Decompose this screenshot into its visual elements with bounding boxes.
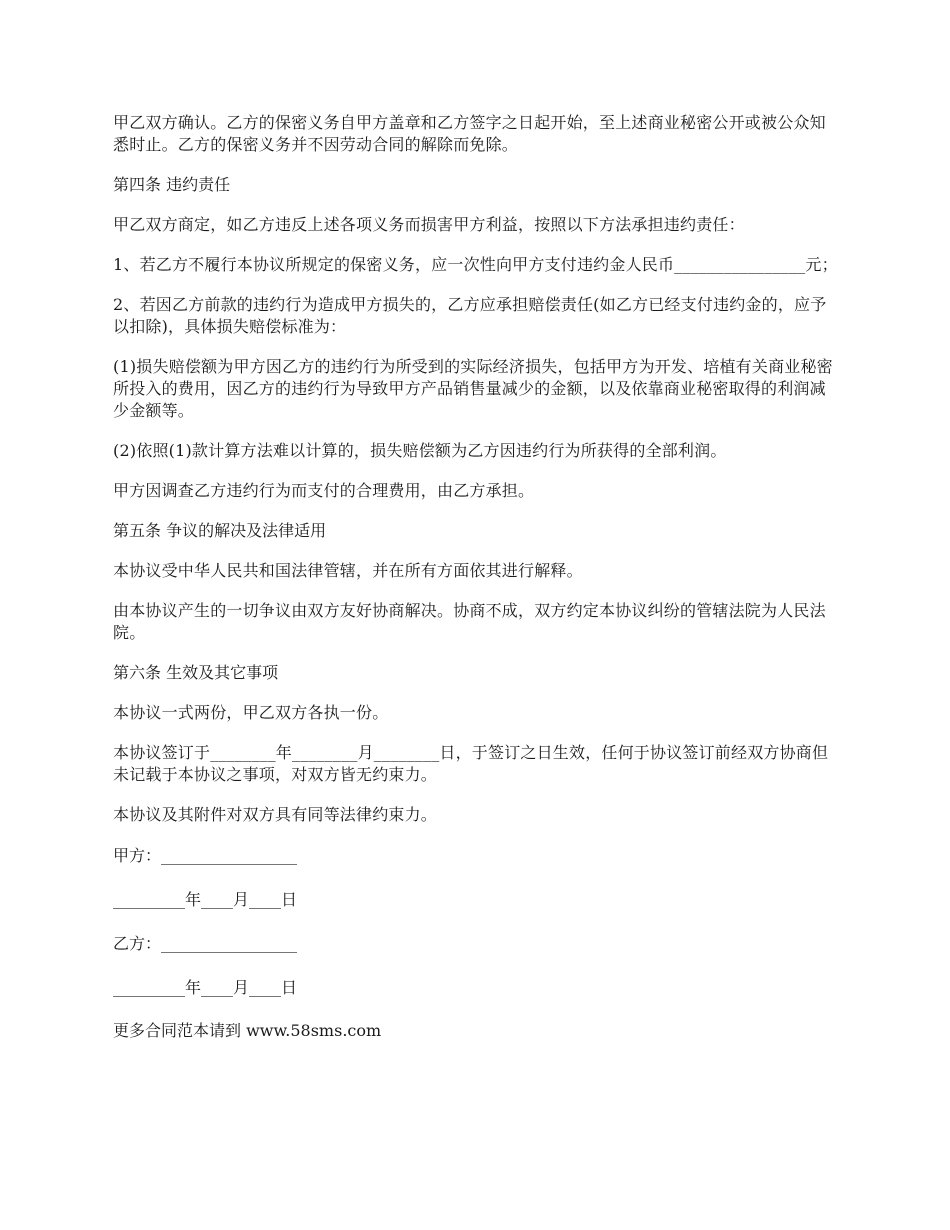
paragraph-compensation-1: (1)损失赔偿额为甲方因乙方的违约行为所受到的实际经济损失，包括甲方为开发、培植有关商业秘密所投入的费用，因乙方的违约行为导致甲方产品销售量减少的金额，以及依靠商业秘密取得的利润减少金额等。 bbox=[113, 357, 833, 420]
paragraph-appendix-effect: 本协议及其附件对双方具有同等法律约束力。 bbox=[113, 805, 438, 824]
paragraph-confidentiality-term: 甲乙双方确认。乙方的保密义务自甲方盖章和乙方签字之日起开始，至上述商业秘密公开或被公众知悉时止。乙方的保密义务并不因劳动合同的解除而免除。 bbox=[113, 113, 826, 154]
section-heading-4: 第四条 违约责任 bbox=[113, 175, 231, 194]
paragraph-copies: 本协议一式两份，甲乙双方各执一份。 bbox=[113, 703, 389, 722]
document-page bbox=[113, 112, 840, 1058]
paragraph-compensation-2: (2)依照(1)款计算方法难以计算的，损失赔偿额为乙方因违约行为所获得的全部利润。 bbox=[113, 441, 727, 460]
signature-date-a: _________年____月____日 bbox=[113, 890, 298, 909]
paragraph-liability-1: 1、若乙方不履行本协议所规定的保密义务，应一次性向甲方支付违约金人民币________________元； bbox=[113, 255, 838, 274]
paragraph-liability-intro: 甲乙双方商定，如乙方违反上述各项义务而损害甲方利益，按照以下方法承担违约责任： bbox=[113, 215, 745, 234]
signature-party-b: 乙方：_________________ bbox=[113, 934, 298, 953]
signature-date-b: _________年____月____日 bbox=[113, 978, 298, 997]
footer-promo-text: 更多合同范本请到 www.58sms.com bbox=[113, 1021, 382, 1040]
section-heading-6: 第六条 生效及其它事项 bbox=[113, 663, 279, 682]
paragraph-signing-date: 本协议签订于________年________月________日，于签订之日生效，任何于协议签订前经双方协商但未记载于本协议之事项，对双方皆无约束力。 bbox=[113, 743, 829, 784]
paragraph-liability-2: 2、若因乙方前款的违约行为造成甲方损失的，乙方应承担赔偿责任(如乙方已经支付违约金的，应予以扣除)，具体损失赔偿标准为： bbox=[113, 295, 827, 336]
paragraph-governing-law: 本协议受中华人民共和国法律管辖，并在所有方面依其进行解释。 bbox=[113, 561, 583, 580]
paragraph-investigation-cost: 甲方因调查乙方违约行为而支付的合理费用，由乙方承担。 bbox=[113, 481, 535, 500]
section-heading-5: 第五条 争议的解决及法律适用 bbox=[113, 521, 327, 540]
paragraph-dispute: 由本协议产生的一切争议由双方友好协商解决。协商不成，双方约定本协议纠纷的管辖法院为人民法院。 bbox=[113, 601, 826, 642]
signature-party-a: 甲方：_________________ bbox=[113, 846, 298, 865]
